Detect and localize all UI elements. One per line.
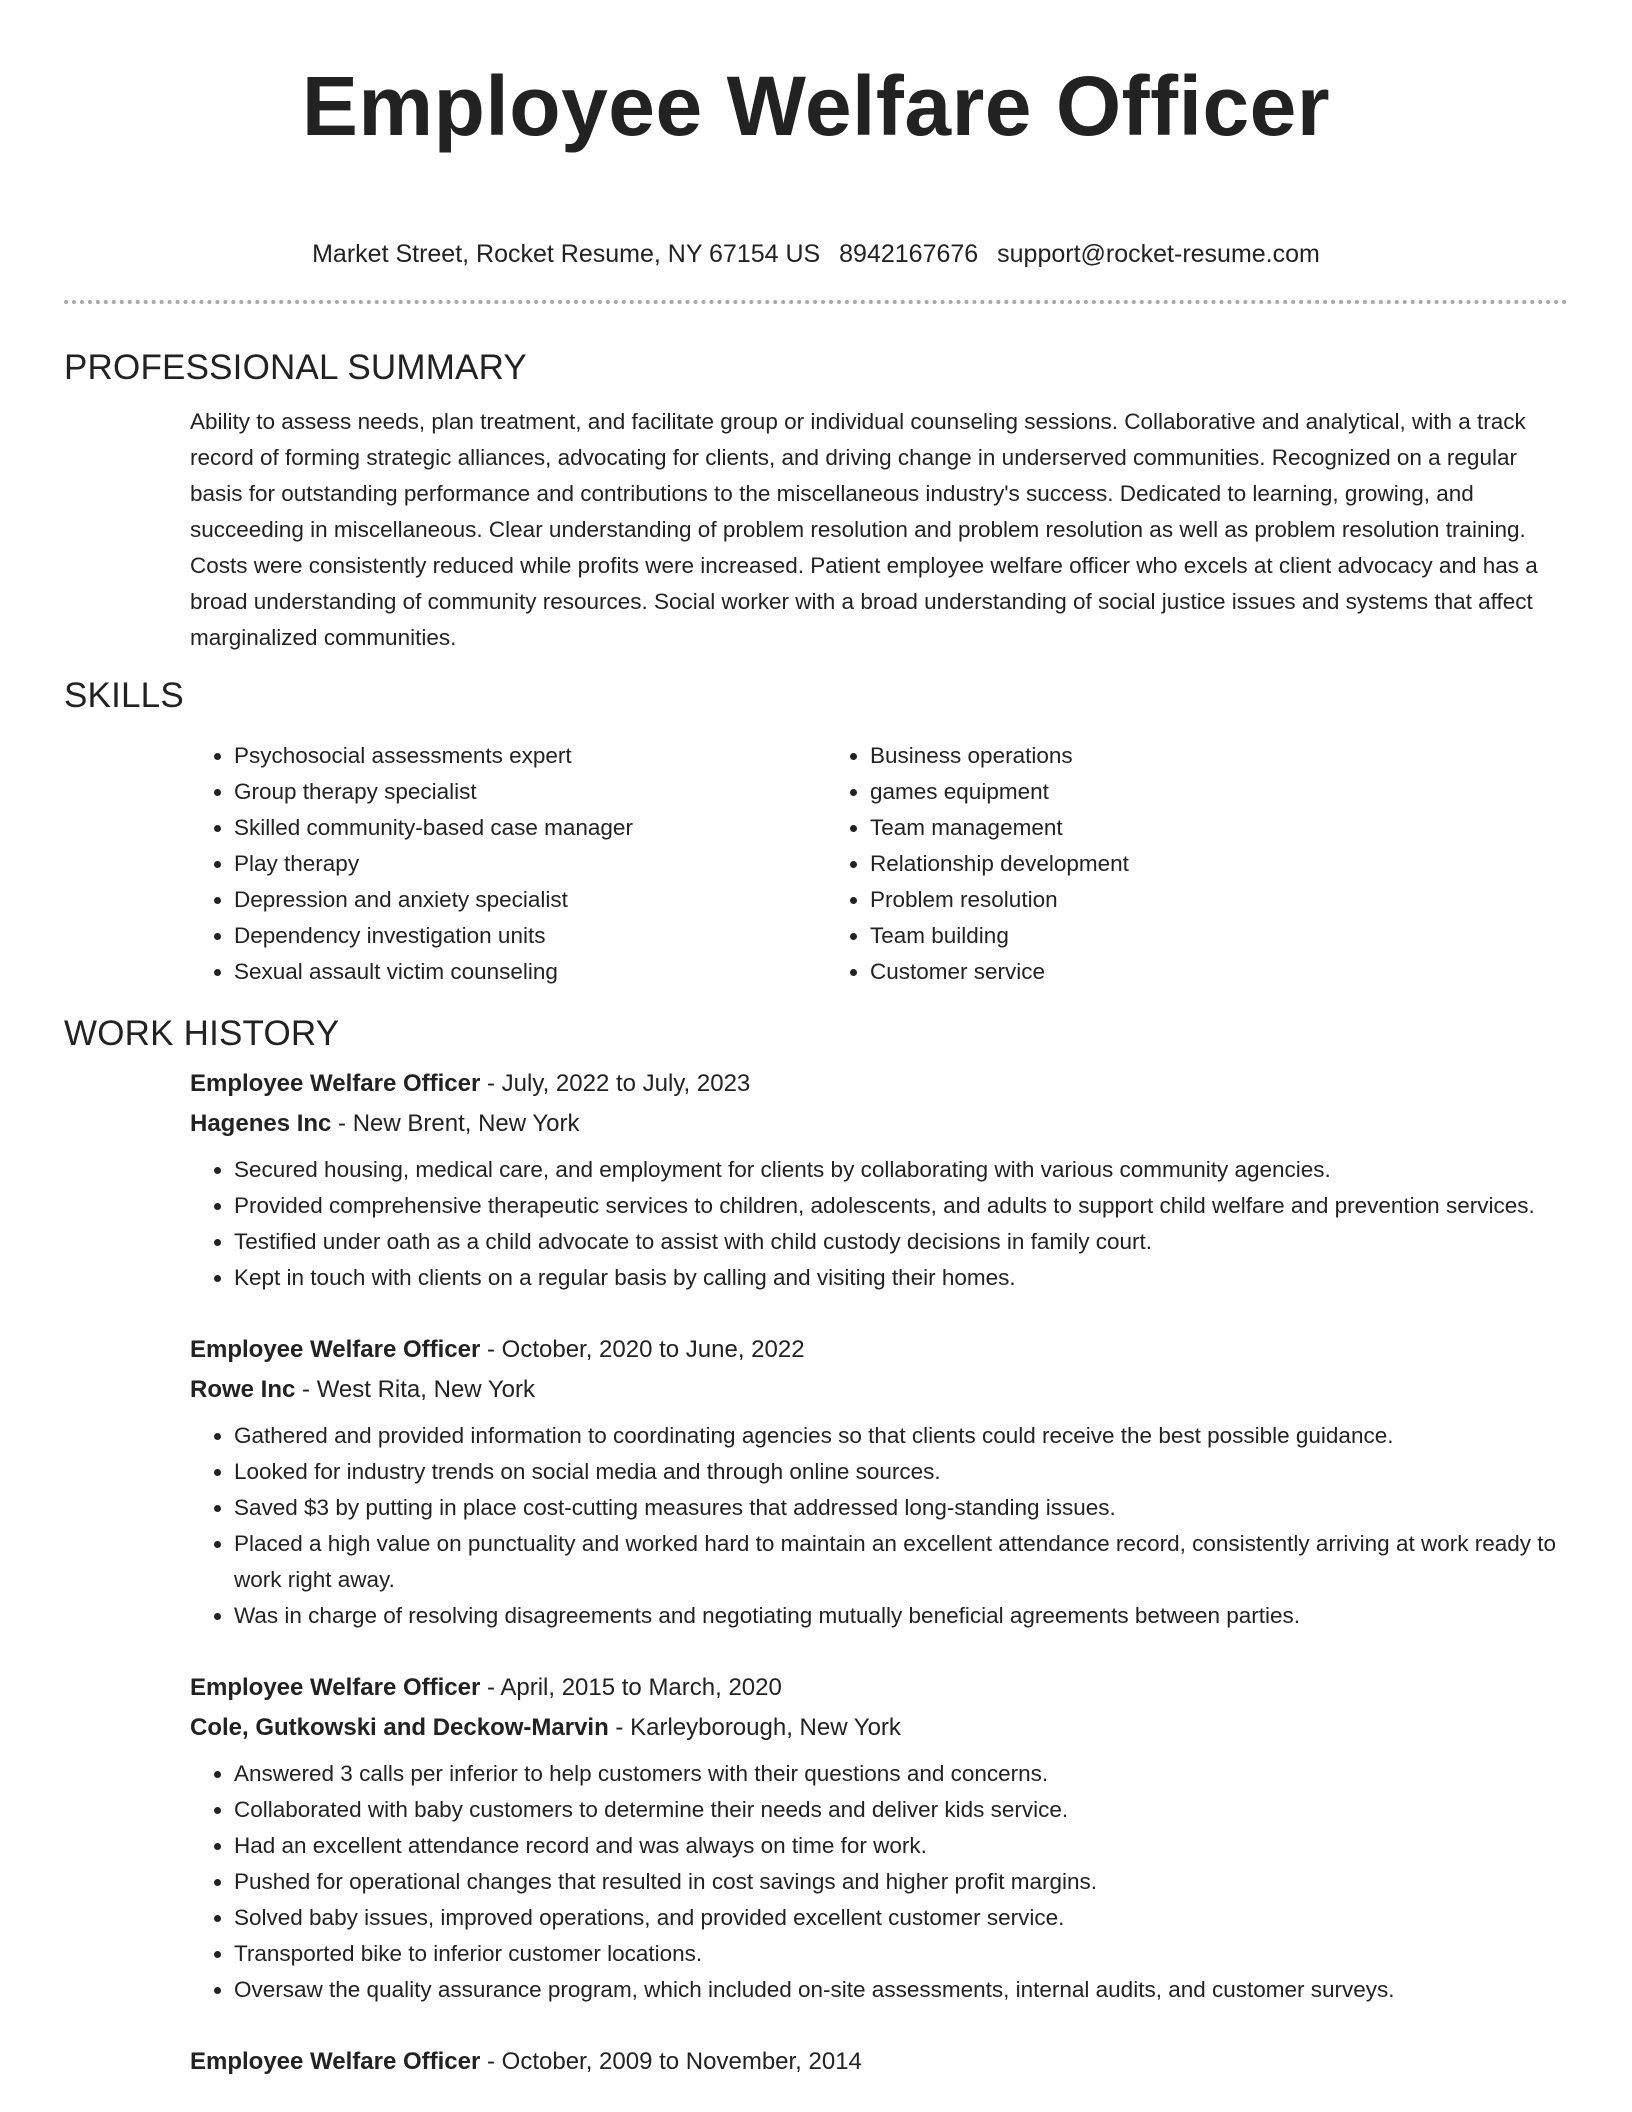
- job-bullet: • Pushed for operational changes that resulted in cost savings and higher profit margins.: [234, 1864, 1568, 1900]
- summary-text: Ability to assess needs, plan treatment, and facilitate group or individual counseling sessions. Collaborative and analytical, with a track record of forming strategic alliances, advocating for clients, and driving change in underserved communities. Recognized on a regular basis for outstanding performance and contributions to the miscellaneous industry's success. Dedicated to learning, growing, and succeeding in miscellaneous. Clear understanding of problem resolution and problem resolution as well as problem resolution training. Costs were consistently reduced while profits were increased. Patient employee welfare officer who excels at client advocacy and has a broad understanding of community resources. Social worker with a broad understanding of social justice issues and systems that affect marginalized communities.: [190, 409, 1538, 650]
- job-role: Employee Welfare Officer: [190, 1336, 481, 1363]
- contact-address: Market Street, Rocket Resume, NY 67154 US: [312, 240, 821, 268]
- header-divider: [64, 300, 1568, 304]
- job-entry: [190, 2042, 1568, 2082]
- job-company-line: [190, 1104, 1568, 1144]
- skill-item: • Dependency investigation units: [234, 918, 826, 954]
- contact-phone: 8942167676: [839, 240, 979, 268]
- skill-item: • Depression and anxiety specialist: [234, 882, 826, 918]
- skill-item: • Skilled community-based case manager: [234, 810, 826, 846]
- job-bullets: [190, 1152, 1568, 1296]
- job-title-line: [190, 1668, 1568, 1708]
- section-title-work-history: WORK HISTORY: [64, 1014, 340, 1053]
- skill-item: • games equipment: [870, 774, 1462, 810]
- job-bullet: • Gathered and provided information to coordinating agencies so that clients could receive the best possible guidance.: [234, 1418, 1568, 1454]
- job-bullet: • Collaborated with baby customers to determine their needs and deliver kids service.: [234, 1792, 1568, 1828]
- resume-name: Employee Welfare Officer: [301, 59, 1331, 153]
- job-location: - West Rita, New York: [295, 1376, 535, 1403]
- job-role: Employee Welfare Officer: [190, 1674, 481, 1701]
- contact-email: support@rocket-resume.com: [997, 240, 1320, 268]
- skill-item: • Group therapy specialist: [234, 774, 826, 810]
- job-entry: [190, 1668, 1568, 2008]
- job-bullet: • Saved $3 by putting in place cost-cutting measures that addressed long-standing issues.: [234, 1490, 1568, 1526]
- skills-column-left: [190, 738, 826, 990]
- job-bullet: • Looked for industry trends on social media and through online sources.: [234, 1454, 1568, 1490]
- job-bullet: • Solved baby issues, improved operations, and provided excellent customer service.: [234, 1900, 1568, 1936]
- skills-column-right: [826, 738, 1462, 990]
- job-bullets: [190, 1756, 1568, 2008]
- job-role: Employee Welfare Officer: [190, 1070, 481, 1097]
- job-location: - Karleyborough, New York: [608, 1714, 901, 1741]
- skill-item: • Customer service: [870, 954, 1462, 990]
- job-bullet: • Oversaw the quality assurance program, which included on-site assessments, internal audits, and customer surveys.: [234, 1972, 1568, 2008]
- section-title-skills: SKILLS: [64, 676, 184, 715]
- skill-item: • Team management: [870, 810, 1462, 846]
- work-history-list: [190, 1064, 1568, 2082]
- job-company-line: [190, 1370, 1568, 1410]
- job-bullet: • Secured housing, medical care, and employment for clients by collaborating with various community agencies.: [234, 1152, 1568, 1188]
- job-title-line: [190, 2042, 1568, 2082]
- skill-item: • Psychosocial assessments expert: [234, 738, 826, 774]
- skill-item: • Business operations: [870, 738, 1462, 774]
- job-company: Cole, Gutkowski and Deckow-Marvin: [190, 1714, 609, 1741]
- job-bullet: • Testified under oath as a child advocate to assist with child custody decisions in family court.: [234, 1224, 1568, 1260]
- skills-list: [190, 738, 1568, 990]
- job-entry: [190, 1064, 1568, 1296]
- section-title-summary: PROFESSIONAL SUMMARY: [64, 348, 527, 387]
- job-location: - New Brent, New York: [331, 1110, 580, 1137]
- skill-item: • Relationship development: [870, 846, 1462, 882]
- job-bullet: • Had an excellent attendance record and was always on time for work.: [234, 1828, 1568, 1864]
- job-dates: - April, 2015 to March, 2020: [480, 1674, 782, 1701]
- job-bullet: • Kept in touch with clients on a regular basis by calling and visiting their homes.: [234, 1260, 1568, 1296]
- job-company-line: [190, 1708, 1568, 1748]
- job-dates: - October, 2020 to June, 2022: [480, 1336, 805, 1363]
- job-dates: - July, 2022 to July, 2023: [480, 1070, 751, 1097]
- job-bullet: • Provided comprehensive therapeutic services to children, adolescents, and adults to support child welfare and prevention services.: [234, 1188, 1568, 1224]
- job-bullets: [190, 1418, 1568, 1634]
- job-bullet: • Answered 3 calls per inferior to help customers with their questions and concerns.: [234, 1756, 1568, 1792]
- skill-item: • Sexual assault victim counseling: [234, 954, 826, 990]
- job-title-line: [190, 1330, 1568, 1370]
- job-dates: - October, 2009 to November, 2014: [480, 2048, 862, 2075]
- job-entry: [190, 1330, 1568, 1634]
- skill-item: • Team building: [870, 918, 1462, 954]
- job-bullet: • Was in charge of resolving disagreements and negotiating mutually beneficial agreements between parties.: [234, 1598, 1568, 1634]
- job-bullet: • Placed a high value on punctuality and worked hard to maintain an excellent attendance record, consistently arriving at work ready to work right away.: [234, 1526, 1568, 1598]
- contact-line: [64, 234, 1568, 274]
- skill-item: • Play therapy: [234, 846, 826, 882]
- job-title-line: [190, 1064, 1568, 1104]
- job-company: Hagenes Inc: [190, 1110, 332, 1137]
- job-bullet: • Transported bike to inferior customer locations.: [234, 1936, 1568, 1972]
- job-role: Employee Welfare Officer: [190, 2048, 481, 2075]
- job-company: Rowe Inc: [190, 1376, 296, 1403]
- skill-item: • Problem resolution: [870, 882, 1462, 918]
